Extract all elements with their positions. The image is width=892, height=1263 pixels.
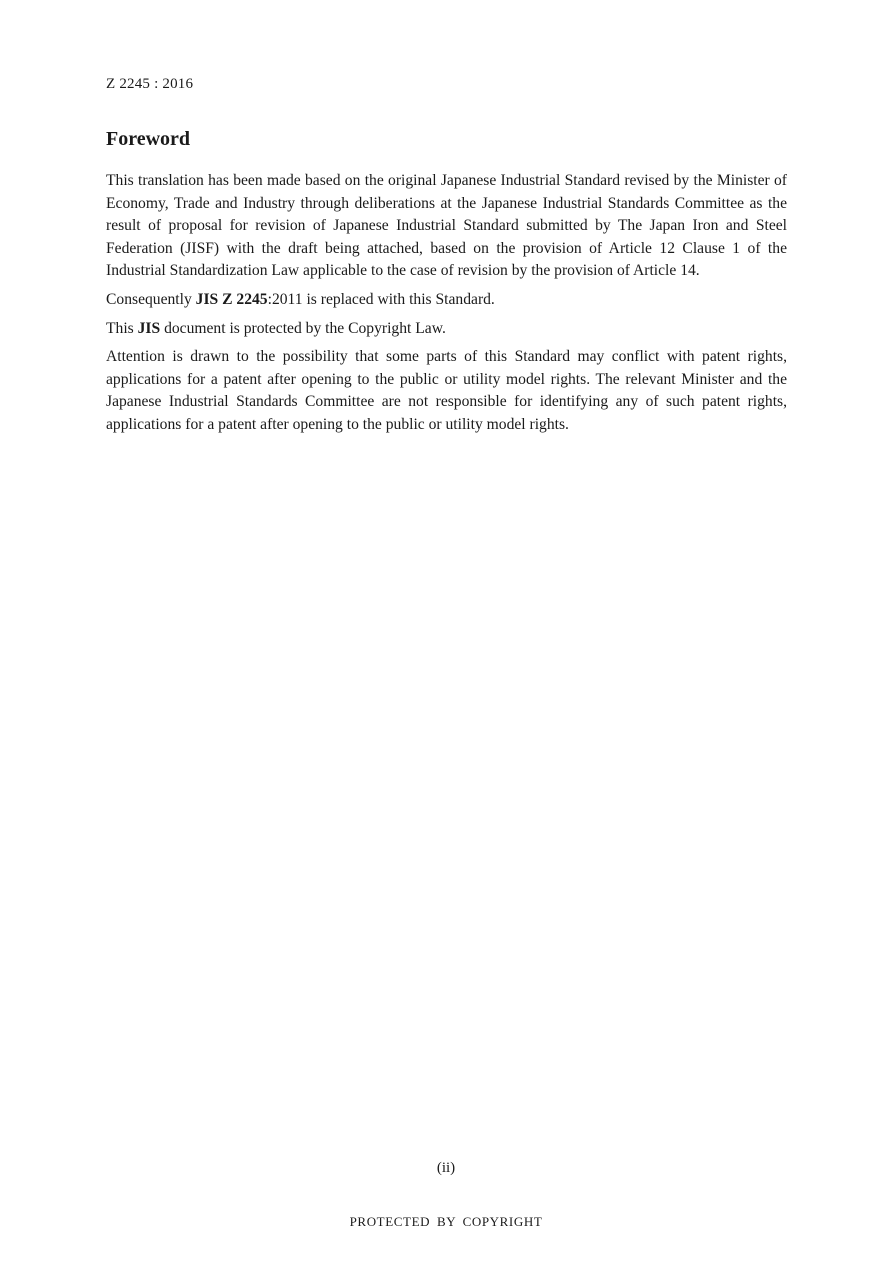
paragraph-2-prefix: Consequently: [106, 290, 196, 308]
foreword-paragraph-3: [106, 318, 787, 341]
foreword-paragraph-1: This translation has been made based on the original Japanese Industrial Standard revised by the Minister of Economy, Trade and Industry through deliberations at the Japanese Industrial Standards Committee as the result of proposal for revision of Japanese Industrial Standard submitted by The Japan Iron and Steel Federation (JISF) with the draft being attached, based on the provision of Article 12 Clause 1 of the Industrial Standardization Law applicable to the case of revision by the provision of Article 14.: [106, 172, 787, 280]
document-id: Z 2245 : 2016: [106, 76, 194, 92]
paragraph-3-prefix: This: [106, 319, 138, 337]
jis-label: JIS: [137, 319, 161, 337]
foreword-body: [106, 170, 787, 443]
copyright-footer: PROTECTED BY COPYRIGHT: [349, 1214, 543, 1229]
foreword-paragraph-4: Attention is drawn to the possibility that some parts of this Standard may conflict with patent rights, applications for a patent after opening to the public or utility model rights. The relevant Minister and the Japanese Industrial Standards Committee are not responsible for identifying any of such patent rights, applications for a patent after opening to the public or utility model rights.: [106, 348, 787, 433]
paragraph-3-suffix: document is protected by the Copyright Law.: [160, 319, 446, 337]
standard-reference: JIS Z 2245: [195, 290, 268, 308]
foreword-paragraph-2: [106, 289, 787, 312]
paragraph-2-suffix: :2011 is replaced with this Standard.: [267, 290, 495, 308]
page-number: (ii): [436, 1160, 456, 1176]
foreword-heading: Foreword: [106, 128, 191, 150]
